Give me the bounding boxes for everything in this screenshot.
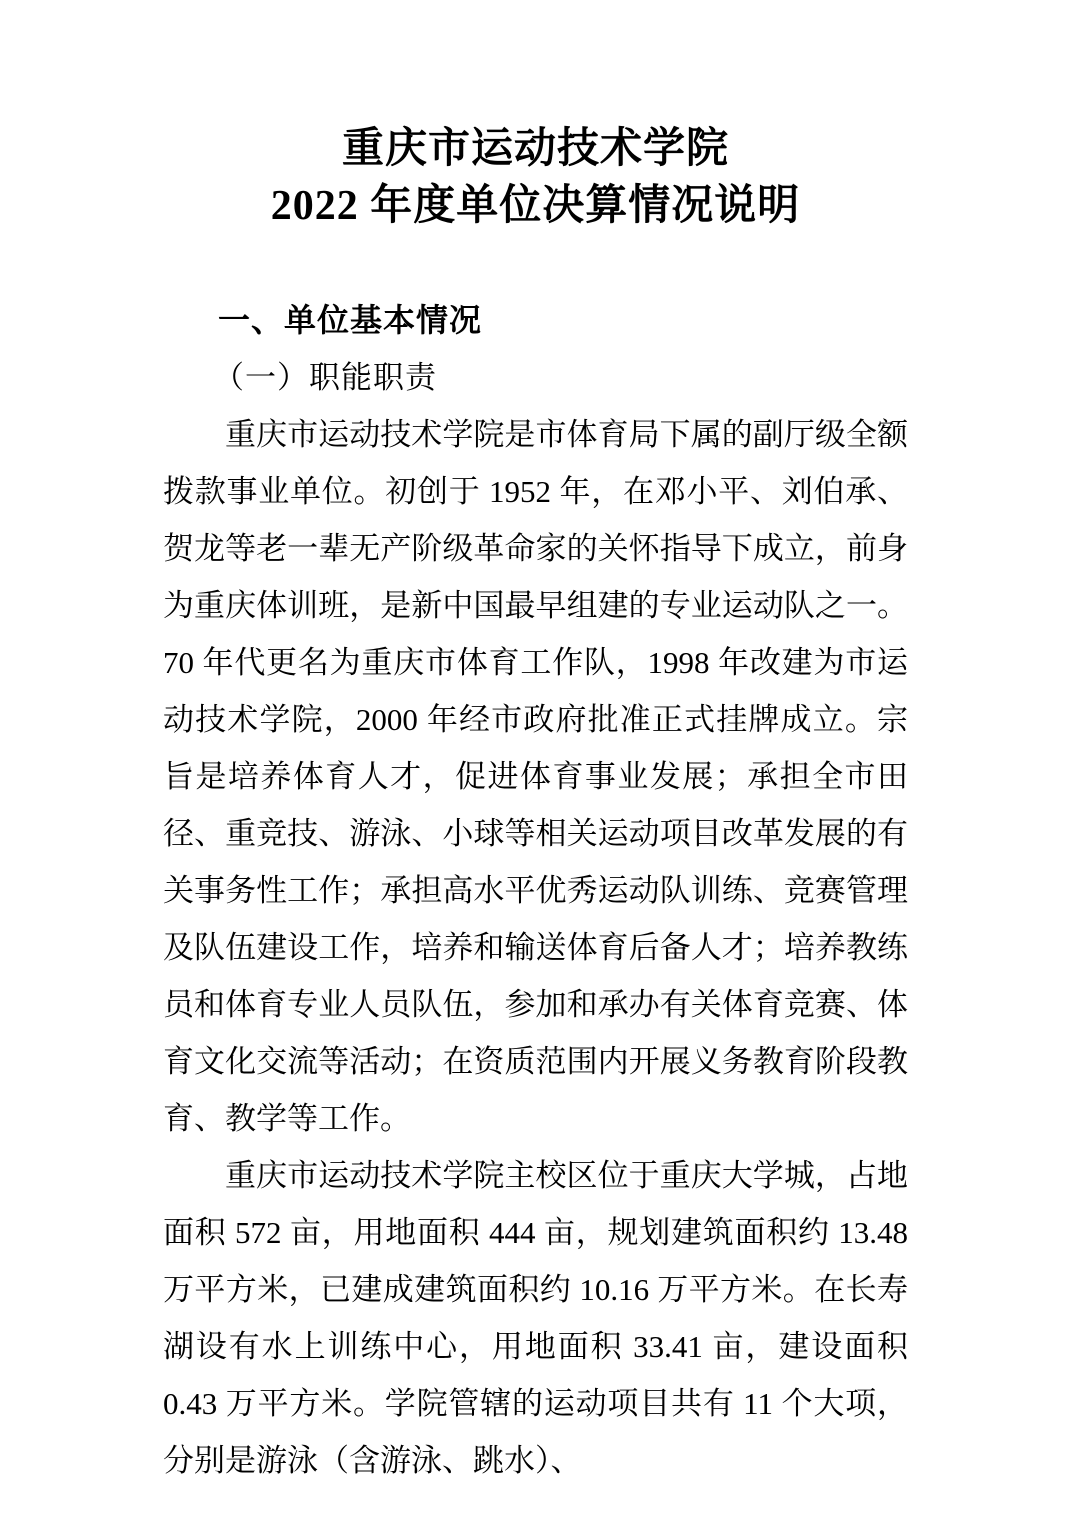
- document-title-line-1: 重庆市运动技术学院: [341, 126, 729, 172]
- paragraph-institute-history: 重庆市运动技术学院是市体育局下属的副厅级全额拨款事业单位。初创于 1952 年，在邓小平、刘伯承、贺龙等老一辈无产阶级革命家的关怀指导下成立，前身为重庆体训班，是新中国最早组建的专业运动队之一。70 年代更名为重庆市体育工作队，1998 年改建为市运动技术学院，2000 年经市政府批准正式挂牌成立。宗旨是培养体育人才，促进体育事业发展；承担全市田径、重竞技、游泳、小球等相关运动项目改革发展的有关事务性工作；承担高水平优秀运动队训练、竞赛管理及队伍建设工作，培养和输送体育后备人才；培养教练员和体育专业人员队伍，参加和承办有关体育竞赛、体育文化交流等活动；在资质范围内开展义务教育阶段教育、教学等工作。: [163, 417, 908, 1136]
- document-title: [163, 121, 908, 235]
- section-heading-basic-information: 一、单位基本情况: [218, 302, 483, 338]
- document-title-line-2: 2022 年度单位决算情况说明: [270, 183, 801, 229]
- sub-heading-functions-responsibilities: （一）职能职责: [213, 360, 437, 395]
- paragraph-campus-facilities: 重庆市运动技术学院主校区位于重庆大学城，占地面积 572 亩，用地面积 444 亩，规划建筑面积约 13.48 万平方米，已建成建筑面积约 10.16 万平方米。在长寿湖设有水上训练中心，用地面积 33.41 亩，建设面积 0.43 万平方米。学院管辖的运动项目共有 11 个大项，分别是游泳（含游泳、跳水）、: [163, 1158, 908, 1478]
